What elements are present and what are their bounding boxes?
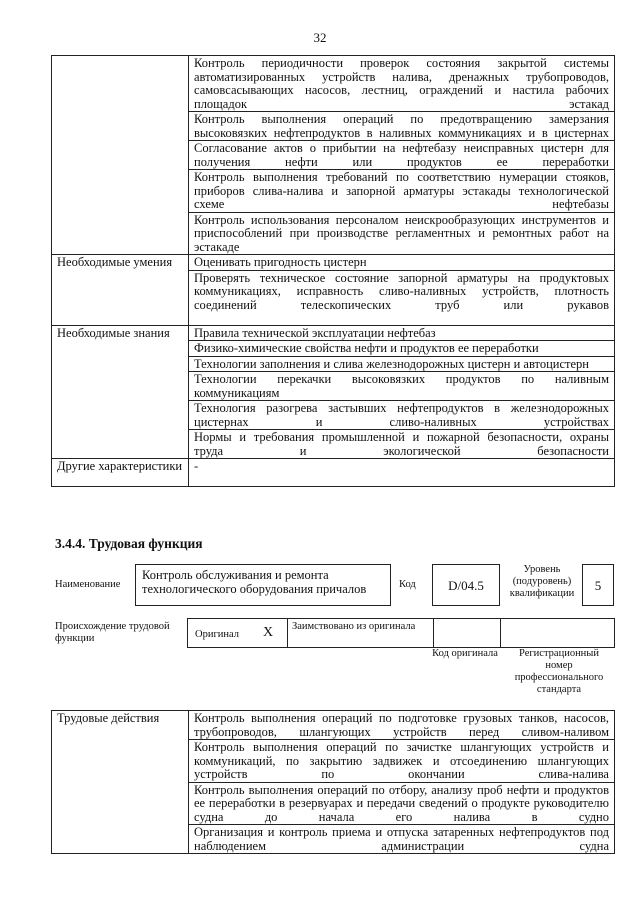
origin-box [187, 618, 615, 648]
table-cell: Контроль использования персоналом неискрообразующих инструментов и приспособлений при производстве регламентных и ремонтных работ на эстакаде [189, 212, 615, 255]
row-label [52, 56, 189, 255]
table-cell: Контроль периодичности проверок состояния закрытой системы автоматизированных устройств налива, дренажных трубопроводов, самовсасывающих насосов, лестниц, ограждений и настила рабочих площадок эстакад [189, 56, 615, 112]
borrowed-label: Заимствовано из оригинала [292, 621, 416, 632]
table-cell: Контроль выполнения операций по зачистке шлангующих устройств и коммуникаций, по закрытию задвижек и отсоединению шлангующих устройств по окончании слива-налива [189, 740, 615, 783]
row-label: Трудовые действия [52, 711, 189, 854]
page-number: 32 [313, 30, 327, 45]
name-label: Наименование [55, 579, 121, 590]
origin-label: Происхождение трудовой функции [55, 621, 170, 644]
level-label: Уровень (подуровень) квалификации [509, 564, 575, 599]
table-cell: Контроль выполнения операций по подготовке грузовых танков, насосов, трубопроводов, шлангующих устройств перед сливом-наливом [189, 711, 615, 740]
table-cell: Технология разогрева застывших нефтепродуктов в железнодорожных цистернах и сливо-наливных устройствах [189, 401, 615, 430]
table-row [52, 711, 615, 740]
divider [433, 619, 434, 647]
table-row [52, 255, 615, 271]
original-label: Оригинал [195, 629, 239, 640]
table-cell: Правила технической эксплуатации нефтебаз [189, 325, 615, 341]
table-cell: Физико-химические свойства нефти и продуктов ее переработки [189, 341, 615, 357]
table-cell: Технологии заполнения и слива железнодорожных цистерн и автоцистерн [189, 356, 615, 372]
table-cell: Контроль выполнения операций по отбору, анализу проб нефти и продуктов ее переработки в резервуарах и передачи сведений о продукте руководителю судна до начала его налива в судно [189, 782, 615, 825]
labor-actions-table [51, 710, 615, 854]
table-cell: Согласование актов о прибытии на нефтебазу неисправных цистерн для получения нефти или продуктов ее переработки [189, 141, 615, 170]
code-original-caption: Код оригинала [432, 648, 498, 659]
level-value: 5 [594, 578, 602, 593]
table-row [52, 56, 615, 112]
divider [287, 619, 288, 647]
table-row [52, 325, 615, 341]
row-label: Другие характеристики [52, 459, 189, 487]
table-cell: Оценивать пригодность цистерн [189, 255, 615, 271]
code-box [432, 564, 500, 606]
table-cell: Контроль выполнения требований по соответствию нумерации стояков, приборов слива-налива и запорной арматуры эстакады технологической схеме нефтебазы [189, 170, 615, 213]
table-cell: Организация и контроль приема и отпуска затаренных нефтепродуктов под наблюдением администрации судна [189, 825, 615, 854]
function-name-value: Контроль обслуживания и ремонта технологического оборудования причалов [142, 568, 367, 596]
table-cell: Нормы и требования промышленной и пожарной безопасности, охраны труда и экологической безопасности [189, 430, 615, 459]
table-cell: Контроль выполнения операций по предотвращению замерзания высоковязких нефтепродуктов в наливных коммуникациях и в цистернах [189, 112, 615, 141]
section-title: 3.4.4. Трудовая функция [55, 536, 203, 551]
code-label: Код [399, 579, 416, 590]
row-label: Необходимые умения [52, 255, 189, 326]
level-box [582, 564, 614, 606]
row-label: Необходимые знания [52, 325, 189, 459]
function-name-box [135, 564, 391, 606]
table-cell: Проверять техническое состояние запорной арматуры на продуктовых коммуникациях, исправность сливо-наливных устройств, плотность соединений телескопических труб или рукавов [189, 270, 615, 325]
table-cell: - [189, 459, 615, 487]
table-cell: Технологии перекачки высоковязких продуктов по наливным коммуникациям [189, 372, 615, 401]
code-value: D/04.5 [448, 578, 484, 593]
divider [500, 619, 501, 647]
skills-knowledge-table [51, 55, 615, 487]
table-row [52, 459, 615, 487]
original-mark: X [263, 625, 274, 640]
reg-number-caption: Регистрационный номер профессионального стандарта [514, 648, 604, 695]
